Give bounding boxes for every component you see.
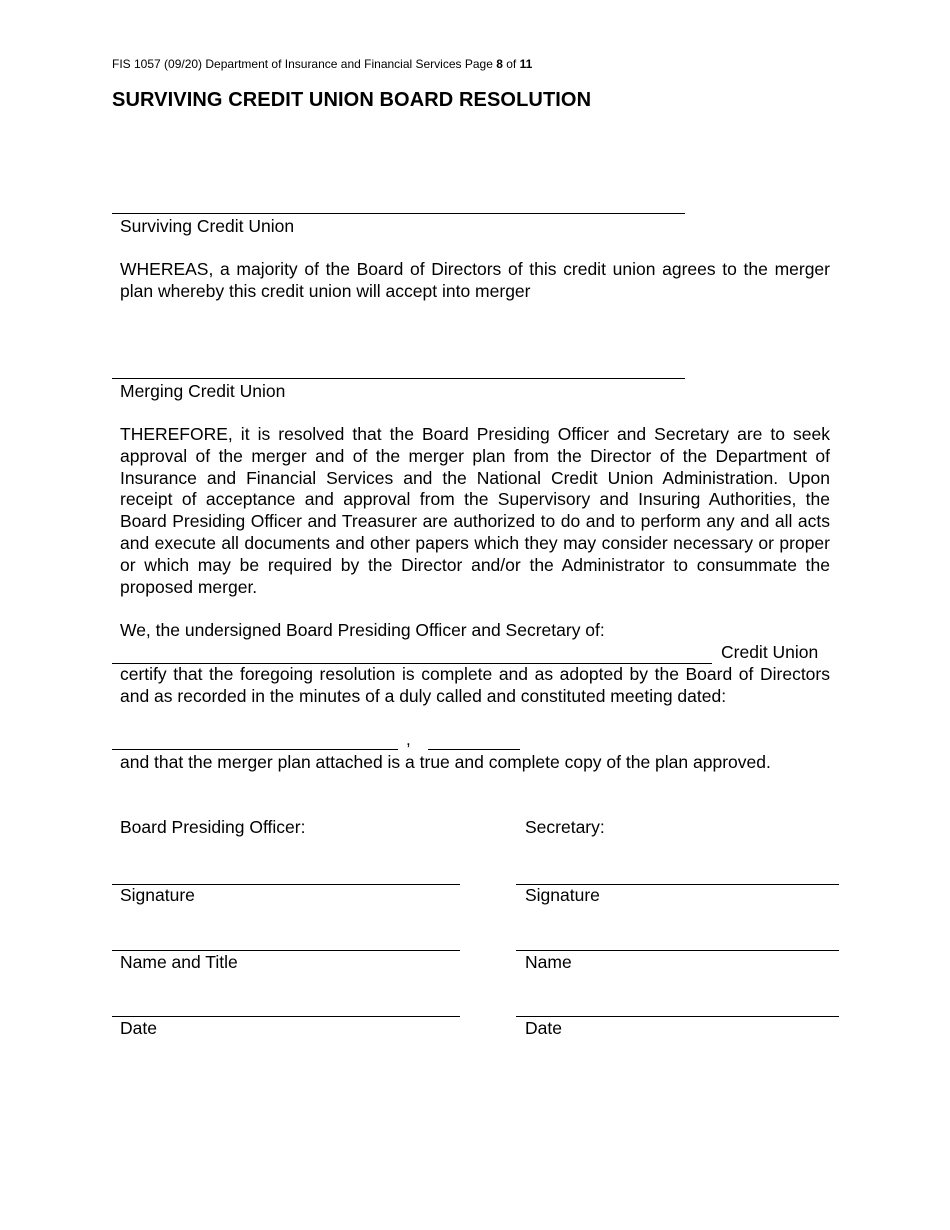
officer-signature-label: Signature [120, 885, 195, 905]
merging-credit-union-label: Merging Credit Union [120, 381, 286, 401]
meeting-date-field[interactable] [112, 749, 398, 750]
credit-union-suffix: Credit Union [721, 642, 819, 662]
secretary-name-field[interactable] [516, 950, 839, 951]
merging-credit-union-field[interactable] [112, 378, 685, 379]
page-current: 8 [496, 57, 503, 71]
officer-name-field[interactable] [112, 950, 460, 951]
whereas-paragraph: WHEREAS, a majority of the Board of Directors of this credit union agrees to the merger plan whereby this credit union will accept into merger [120, 259, 830, 301]
form-id: FIS 1057 (09/20) Department of Insurance and Financial Services Page [112, 57, 497, 71]
surviving-credit-union-field[interactable] [112, 213, 685, 214]
meeting-year-field[interactable] [428, 749, 520, 750]
page-total: 11 [519, 57, 533, 71]
secretary-heading: Secretary: [525, 817, 605, 837]
secretary-date-label: Date [525, 1018, 562, 1038]
surviving-credit-union-label: Surviving Credit Union [120, 216, 295, 236]
officer-date-field[interactable] [112, 1016, 460, 1017]
officer-heading: Board Presiding Officer: [120, 817, 306, 837]
page-title: SURVIVING CREDIT UNION BOARD RESOLUTION [112, 89, 592, 111]
officer-date-label: Date [120, 1018, 157, 1038]
officer-name-label: Name and Title [120, 952, 238, 972]
secretary-signature-label: Signature [525, 885, 600, 905]
certify-intro: We, the undersigned Board Presiding Officer and Secretary of: [120, 620, 605, 640]
secretary-date-field[interactable] [516, 1016, 839, 1017]
certify-statement: certify that the foregoing resolution is complete and as adopted by the Board of Directors and as recorded in the minutes of a duly called and constituted meeting dated: [120, 664, 830, 706]
therefore-paragraph: THEREFORE, it is resolved that the Board Presiding Officer and Secretary are to seek approval of the merger and of the merger plan from the Director of the Department of Insurance and Financial Services and the National Credit Union Administration. Upon receipt of acceptance and approval from the Supervisory and Insuring Authorities, the Board Presiding Officer and Treasurer are authorized to do and to perform any and all acts and execute all documents and other papers which they may consider necessary or proper or which may be required by the Director and/or the Administrator to consummate the proposed merger. [120, 424, 830, 597]
date-comma: , [406, 730, 411, 749]
page-of: of [502, 57, 520, 71]
form-header [112, 57, 532, 71]
secretary-name-label: Name [525, 952, 572, 972]
certify-closing: and that the merger plan attached is a true and complete copy of the plan approved. [120, 752, 771, 772]
